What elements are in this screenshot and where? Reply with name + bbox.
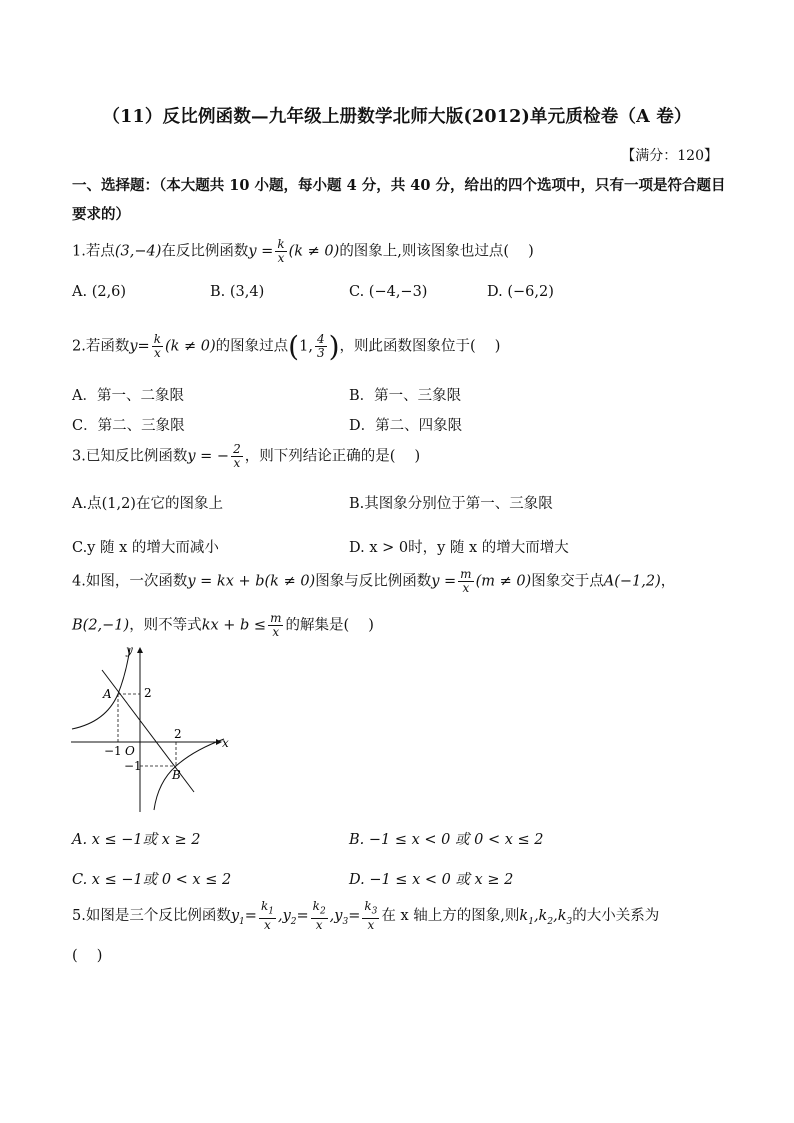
q3-option-d[interactable]: D. x > 0时，y 随 x 的增大而增大 xyxy=(349,540,569,556)
section-heading: 一、选择题：（本大题共 10 小题，每小题 4 分，共 40 分，给出的四个选项中，只有一项是符合题目要求的） xyxy=(72,177,726,223)
question-1-stem: 1.若点(3,−4)在反比例函数y = $\frac{k}{x}$ (k ≠ 0)的图象上,则该图象也过点( ) xyxy=(72,237,534,265)
x-axis-label: x xyxy=(222,736,229,750)
page-title: （11）反比例函数—九年级上册数学北师大版(2012)单元质检卷（A 卷） xyxy=(102,107,692,127)
x-tick-2: 2 xyxy=(174,727,182,741)
point-b-label: B xyxy=(172,768,181,782)
q2-option-a[interactable]: A．第一、二象限 xyxy=(72,388,184,404)
q3-option-c[interactable]: C.y 随 x 的增大而减小 xyxy=(72,540,219,556)
q4-option-b[interactable]: B. −1 ≤ x < 0 或 0 < x ≤ 2 xyxy=(349,832,544,848)
q3-option-a[interactable]: A.点(1,2)在它的图象上 xyxy=(72,496,223,512)
question-2-stem: 2.若函数y= $\frac{k}{x}$ (k ≠ 0)的图象过点(1, $\frac{4}{3}$ )，则此函数图象位于( ) xyxy=(72,330,501,363)
x-tick-neg1: −1 xyxy=(104,744,122,758)
q1-option-c[interactable]: C. (−4,−3) xyxy=(349,284,428,300)
q4-option-a[interactable]: A. x ≤ −1或 x ≥ 2 xyxy=(72,832,201,848)
q3-option-b[interactable]: B.其图象分别位于第一、三象限 xyxy=(349,496,553,512)
q1-option-b[interactable]: B. (3,4) xyxy=(210,284,265,300)
origin-label: O xyxy=(125,744,135,758)
point-a-label: A xyxy=(103,687,112,701)
y-axis-label: y xyxy=(126,643,133,657)
question-4-stem-line2: B(2,−1)，则不等式kx + b ≤ $\frac{m}{x}$ 的解集是( ) xyxy=(72,611,374,639)
full-score: 【满分：120】 xyxy=(621,148,718,164)
question-4-stem-line1: 4.如图，一次函数y = kx + b(k ≠ 0)图象与反比例函数y = $\frac{m}{x}$ (m ≠ 0)图象交于点A(−1,2)， xyxy=(72,567,676,595)
y-tick-neg1: −1 xyxy=(124,759,142,773)
q4-option-d[interactable]: D. −1 ≤ x < 0 或 x ≥ 2 xyxy=(349,872,514,888)
question-5-stem: 5.如图是三个反比例函数$y_1=$ $\frac{k_1}{x}$ $,y_2=$ $\frac{k_2}{x}$ $,y_3=$ $\frac{k_3}{x}$ 在 x 轴上方的图象,则$k_1,k_2,k_3$的大小关系为 xyxy=(72,899,660,933)
q2-option-d[interactable]: D．第二、四象限 xyxy=(349,418,463,434)
hyperbola-branch-q2 xyxy=(72,648,130,729)
q1-option-a[interactable]: A. (2,6) xyxy=(72,284,127,300)
y-tick-2: 2 xyxy=(144,686,152,700)
q4-function-graph xyxy=(66,642,236,814)
question-3-stem: 3.已知反比例函数y = − $\frac{2}{x}$ ，则下列结论正确的是( ) xyxy=(72,442,421,470)
q2-option-c[interactable]: C．第二、三象限 xyxy=(72,418,185,434)
q1-option-d[interactable]: D. (−6,2) xyxy=(487,284,554,300)
q2-option-b[interactable]: B．第一、三象限 xyxy=(349,388,462,404)
question-5-answer-paren: ( ) xyxy=(72,948,103,964)
q4-option-c[interactable]: C. x ≤ −1或 0 < x ≤ 2 xyxy=(72,872,232,888)
hyperbola-branch-q4 xyxy=(154,739,224,810)
